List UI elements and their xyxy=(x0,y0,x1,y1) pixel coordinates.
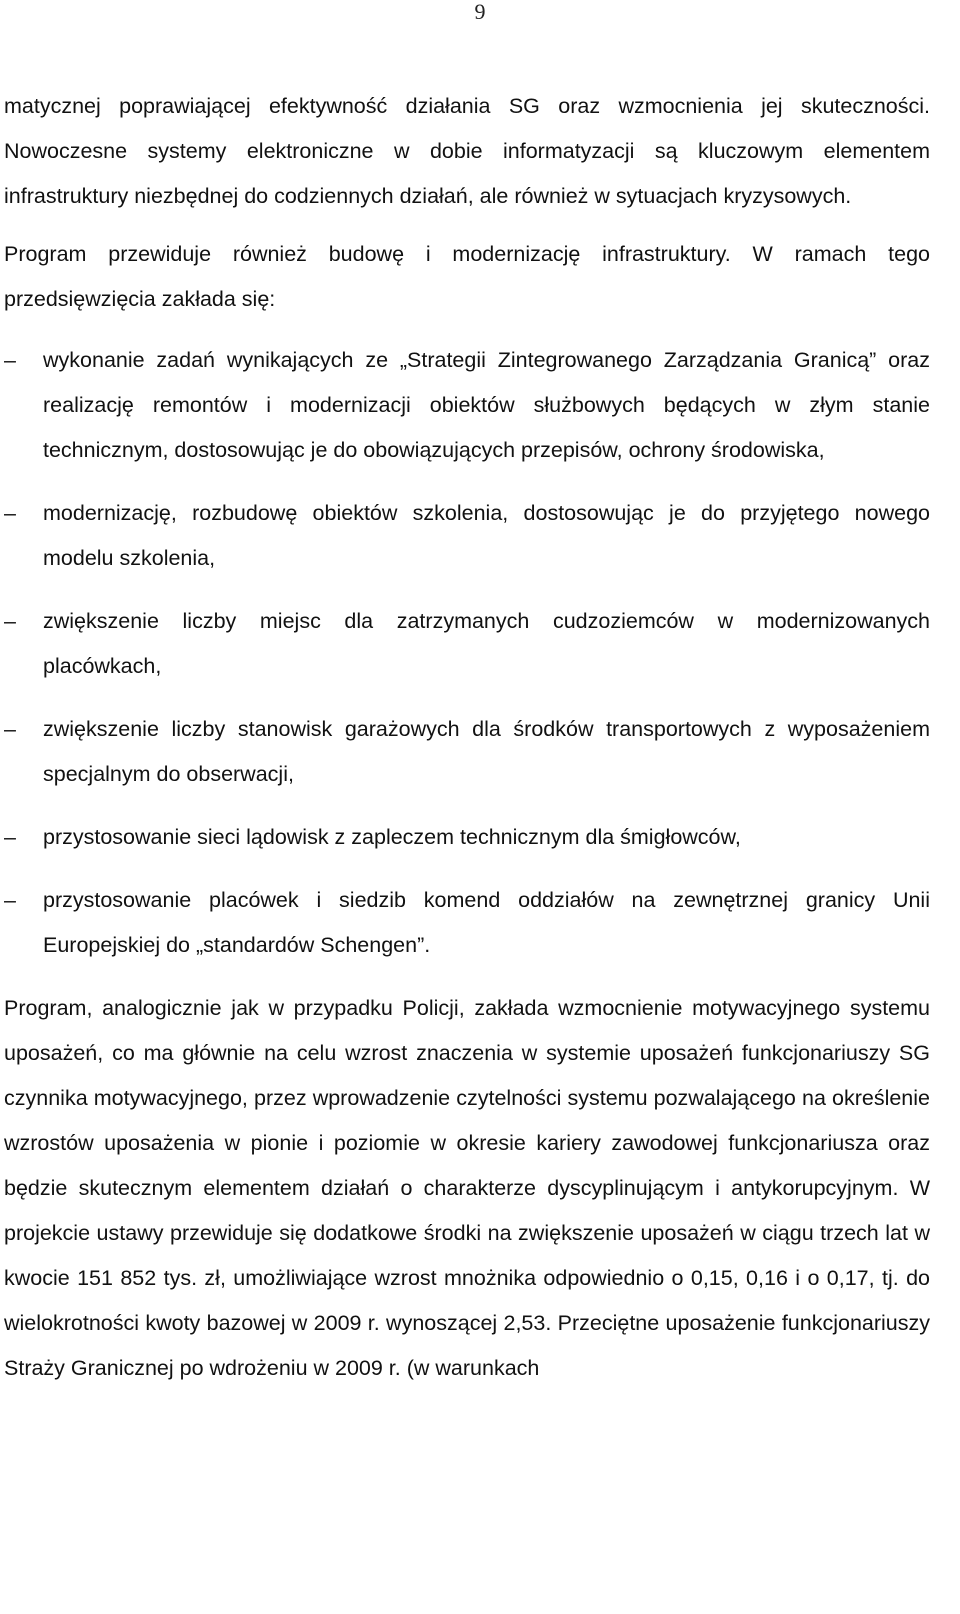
dash-bullet-icon: – xyxy=(4,501,16,525)
paragraph-program-infrastructure: Program przewiduje również budowę i modernizację infrastruktury. W ramach tego przedsięwzięcia zakłada się: xyxy=(4,242,930,311)
dash-bullet-icon: – xyxy=(4,717,16,741)
list-item xyxy=(4,599,930,689)
paragraph-intro: matycznej poprawiającej efektywność działania SG oraz wzmocnienia jej skuteczności. Nowoczesne systemy elektroniczne w dobie informatyzacji są kluczowym elementem infrastruktury niezbędnej do codziennych działań, ale również w sytuacjach kryzysowych. xyxy=(4,94,930,208)
list-item-text: wykonanie zadań wynikających ze „Strategii Zintegrowanego Zarządzania Granicą” oraz realizację remontów i modernizacji obiektów służbowych będących w złym stanie technicznym, dostosowując je do obowiązujących przepisów, ochrony środowiska, xyxy=(43,348,930,462)
list-item xyxy=(4,707,930,797)
list-item-text: zwiększenie liczby stanowisk garażowych dla środków transportowych z wyposażeniem specjalnym do obserwacji, xyxy=(43,717,930,786)
list-item xyxy=(4,878,930,968)
list-item xyxy=(4,815,930,860)
list-item xyxy=(4,491,930,581)
dash-bullet-icon: – xyxy=(4,348,16,372)
list-item-text: modernizację, rozbudowę obiektów szkolenia, dostosowując je do przyjętego nowego modelu szkolenia, xyxy=(43,501,930,570)
list-item-text: przystosowanie sieci lądowisk z zapleczem technicznym dla śmigłowców, xyxy=(43,825,741,849)
document-body xyxy=(4,84,930,1391)
dash-bullet-icon: – xyxy=(4,888,16,912)
dash-bullet-icon: – xyxy=(4,825,16,849)
paragraph-program-salary: Program, analogicznie jak w przypadku Policji, zakłada wzmocnienie motywacyjnego systemu uposażeń, co ma głównie na celu wzrost znaczenia w systemie uposażeń funkcjonariuszy SG czynnika motywacyjnego, przez wprowadzenie czytelności systemu pozwalającego na określenie wzrostów uposażenia w pionie i poziomie w okresie kariery zawodowej funkcjonariusza oraz będzie skutecznym elementem działań o charakterze dyscyplinującym i antykorupcyjnym. W projekcie ustawy przewiduje się dodatkowe środki na zwiększenie uposażeń w ciągu trzech lat w kwocie 151 852 tys. zł, umożliwiające wzrost mnożnika odpowiednio o 0,15, 0,16 i o 0,17, tj. do wielokrotności kwoty bazowej w 2009 r. wynoszącej 2,53. Przeciętne uposażenie funkcjonariuszy Straży Granicznej po wdrożeniu w 2009 r. (w warunkach xyxy=(4,996,930,1380)
list-item xyxy=(4,338,930,473)
page-number: 9 xyxy=(474,0,486,24)
list-item-text: przystosowanie placówek i siedzib komend oddziałów na zewnętrznej granicy Unii Europejskiej do „standardów Schengen”. xyxy=(43,888,930,957)
list-item-text: zwiększenie liczby miejsc dla zatrzymanych cudzoziemców w modernizowanych placówkach, xyxy=(43,609,930,678)
infrastructure-list xyxy=(4,338,930,968)
dash-bullet-icon: – xyxy=(4,609,16,633)
